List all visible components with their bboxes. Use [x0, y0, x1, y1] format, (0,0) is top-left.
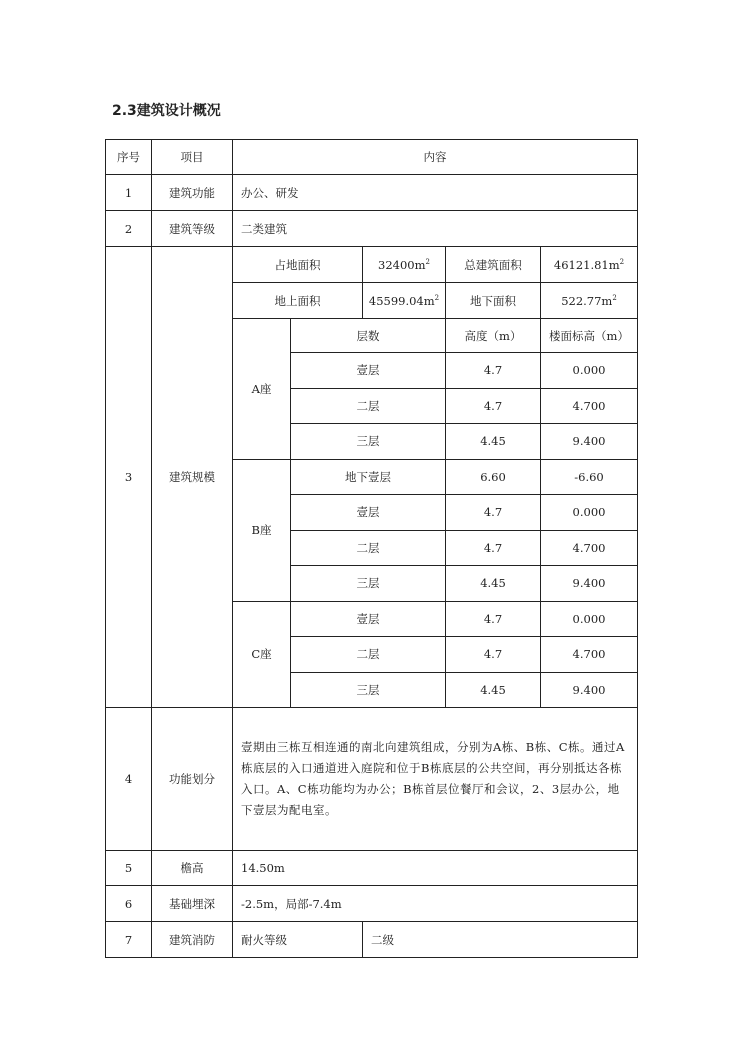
- row-item: 基础埋深: [152, 886, 233, 922]
- building-overview-table: [105, 139, 638, 958]
- row-no: 1: [106, 175, 152, 211]
- floor-name: 三层: [291, 566, 446, 602]
- floor-elevation: 0.000: [541, 353, 638, 389]
- row-item: 建筑消防: [152, 922, 233, 958]
- fire-rating-label: 耐火等级: [233, 922, 363, 958]
- row-item: 建筑等级: [152, 211, 233, 247]
- floor-elevation: -6.60: [541, 459, 638, 495]
- floor-height: 4.45: [446, 424, 541, 460]
- row-value: 壹期由三栋互相连通的南北向建筑组成，分别为A栋、B栋、C栋。通过A栋底层的入口通道进入庭院和位于B栋底层的公共空间，再分别抵达各栋入口。A、C栋功能均为办公；B栋首层位餐厅和会议，2、3层办公，地下壹层为配电室。: [233, 708, 638, 851]
- table-row: [106, 211, 638, 247]
- section-title: 2.3建筑设计概况: [112, 103, 221, 119]
- site-area: $32400m^2$: [363, 247, 446, 283]
- block-name: C座: [233, 601, 291, 708]
- row-value: 二类建筑: [233, 211, 638, 247]
- elevation-header: 楼面标高（m）: [541, 319, 638, 353]
- row-no: 6: [106, 886, 152, 922]
- floor-elevation: 0.000: [541, 495, 638, 531]
- table-row: [106, 886, 638, 922]
- below-area: $522.77m^2$: [541, 283, 638, 319]
- floor-height: 6.60: [446, 459, 541, 495]
- fire-rating-value: 二级: [363, 922, 638, 958]
- row-no: 3: [106, 247, 152, 708]
- floor-height: 4.7: [446, 637, 541, 673]
- above-area: $45599.04m^2$: [363, 283, 446, 319]
- floor-height: 4.7: [446, 388, 541, 424]
- floor-name: 二层: [291, 530, 446, 566]
- floor-height: 4.7: [446, 601, 541, 637]
- floor-elevation: 9.400: [541, 566, 638, 602]
- table-row: [106, 175, 638, 211]
- floor-name: 壹层: [291, 601, 446, 637]
- header-content: 内容: [233, 140, 638, 175]
- row-value: -2.5m，局部-7.4m: [233, 886, 638, 922]
- floor-height: 4.7: [446, 353, 541, 389]
- table-row: [106, 851, 638, 886]
- table-row: [106, 247, 638, 283]
- floor-elevation: 4.700: [541, 637, 638, 673]
- floor-elevation: 0.000: [541, 601, 638, 637]
- header-no: 序号: [106, 140, 152, 175]
- row-no: 2: [106, 211, 152, 247]
- floor-name: 壹层: [291, 495, 446, 531]
- floor-elevation: 4.700: [541, 388, 638, 424]
- total-area-label: 总建筑面积: [446, 247, 541, 283]
- block-name: B座: [233, 459, 291, 601]
- floor-name: 二层: [291, 388, 446, 424]
- row-no: 5: [106, 851, 152, 886]
- block-name: A座: [233, 319, 291, 460]
- floor-name: 三层: [291, 424, 446, 460]
- floor-elevation: 4.700: [541, 530, 638, 566]
- below-area-label: 地下面积: [446, 283, 541, 319]
- floor-height: 4.7: [446, 530, 541, 566]
- row-value: 办公、研发: [233, 175, 638, 211]
- floor-elevation: 9.400: [541, 672, 638, 708]
- floor-name: 二层: [291, 637, 446, 673]
- floor-name: 地下壹层: [291, 459, 446, 495]
- row-item: 檐高: [152, 851, 233, 886]
- floor-height: 4.45: [446, 672, 541, 708]
- table-row: [106, 708, 638, 851]
- floor-height: 4.7: [446, 495, 541, 531]
- header-item: 项目: [152, 140, 233, 175]
- table-row: [106, 922, 638, 958]
- row-no: 7: [106, 922, 152, 958]
- row-item: 建筑功能: [152, 175, 233, 211]
- header-row: [106, 140, 638, 175]
- row-no: 4: [106, 708, 152, 851]
- floor-height: 4.45: [446, 566, 541, 602]
- row-value: 14.50m: [233, 851, 638, 886]
- floor-name: 壹层: [291, 353, 446, 389]
- floor-elevation: 9.400: [541, 424, 638, 460]
- floors-header: 层数: [291, 319, 446, 353]
- height-header: 高度（m）: [446, 319, 541, 353]
- site-area-label: 占地面积: [233, 247, 363, 283]
- floor-name: 三层: [291, 672, 446, 708]
- row-item: 功能划分: [152, 708, 233, 851]
- total-area: $46121.81m^2$: [541, 247, 638, 283]
- row-item: 建筑规模: [152, 247, 233, 708]
- above-area-label: 地上面积: [233, 283, 363, 319]
